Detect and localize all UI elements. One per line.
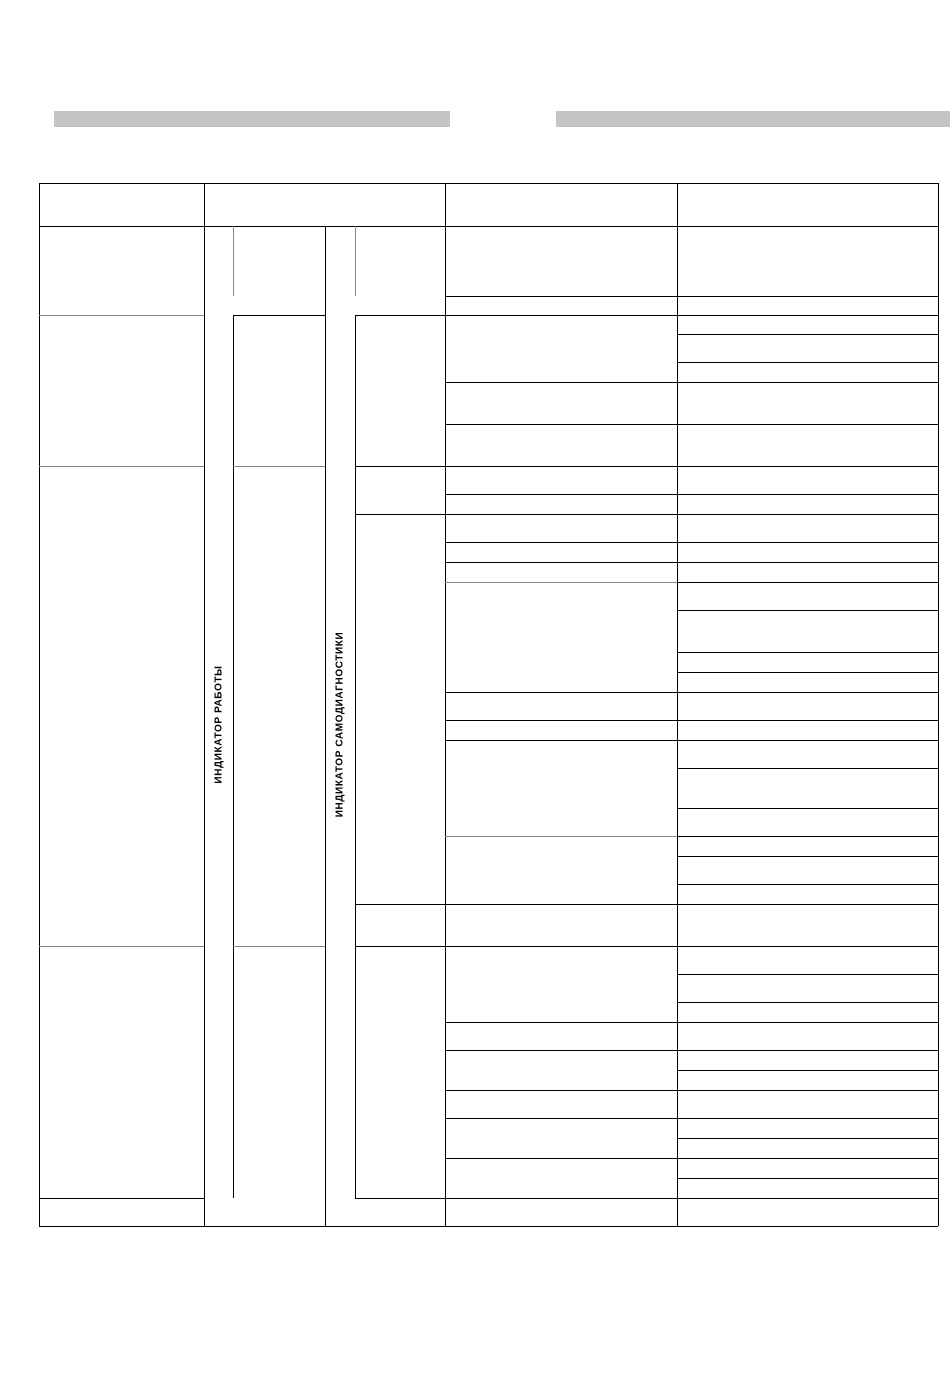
- table-rule: [677, 836, 938, 837]
- table-rule: [677, 296, 938, 297]
- table-rule: [39, 226, 938, 227]
- table-rule: [677, 542, 938, 543]
- table-rule: [445, 183, 446, 1226]
- table-rule: [677, 720, 938, 721]
- table-rule: [677, 1002, 938, 1003]
- table-rule: [445, 836, 677, 837]
- table-rule: [677, 904, 938, 905]
- table-rule: [677, 315, 938, 316]
- table-rule: [355, 904, 445, 905]
- table-rule: [445, 1022, 677, 1023]
- table-rule: [677, 1022, 938, 1023]
- table-rule: [445, 904, 677, 905]
- table-rule: [445, 1158, 677, 1159]
- table-rule: [39, 183, 938, 184]
- table-rule: [677, 884, 938, 885]
- table-rule: [233, 315, 234, 1198]
- table-rule: [445, 315, 677, 316]
- table-rule: [39, 315, 204, 316]
- table-rule: [445, 466, 677, 467]
- table-rule: [677, 1118, 938, 1119]
- table-rule: [677, 424, 938, 425]
- table-rule: [677, 1050, 938, 1051]
- table-rule: [677, 582, 938, 583]
- table-rule: [677, 1178, 938, 1179]
- table-rule: [325, 226, 326, 1226]
- table-rule: [355, 315, 445, 316]
- header-bar-right: [556, 111, 950, 127]
- table-rule: [938, 183, 939, 1226]
- table-rule: [39, 1198, 204, 1199]
- table-rule: [233, 466, 325, 467]
- table-rule: [233, 226, 234, 296]
- table-rule: [355, 1198, 445, 1199]
- table-rule: [39, 183, 40, 1226]
- table-rule: [677, 514, 938, 515]
- indicator-diagnostics-label: ИНДИКАТОР САМОДИАГНОСТИКИ: [334, 631, 346, 818]
- table-rule: [445, 582, 677, 583]
- indicator-work-label: ИНДИКАТОР РАБОТЫ: [213, 665, 225, 784]
- table-rule: [677, 1070, 938, 1071]
- table-rule: [677, 466, 938, 467]
- table-rule: [445, 1198, 677, 1199]
- table-rule: [233, 946, 325, 947]
- table-rule: [677, 1158, 938, 1159]
- table-rule: [445, 1118, 677, 1119]
- table-rule: [677, 1138, 938, 1139]
- table-rule: [677, 362, 938, 363]
- table-rule: [445, 740, 677, 741]
- table-rule: [677, 610, 938, 611]
- table-rule: [445, 1050, 677, 1051]
- table-rule: [445, 946, 677, 947]
- table-rule: [233, 315, 325, 316]
- table-rule: [445, 542, 677, 543]
- table-rule: [355, 315, 356, 1198]
- table-rule: [677, 856, 938, 857]
- table-rule: [39, 1226, 938, 1227]
- table-rule: [445, 514, 677, 515]
- table-rule: [355, 226, 356, 296]
- table-rule: [39, 466, 204, 467]
- table-rule: [445, 424, 677, 425]
- header-bar-left: [54, 111, 450, 127]
- table-rule: [677, 672, 938, 673]
- table-rule: [445, 1090, 677, 1091]
- table-rule: [677, 946, 938, 947]
- table-rule: [677, 494, 938, 495]
- table-rule: [677, 382, 938, 383]
- table-rule: [677, 334, 938, 335]
- table-rule: [445, 720, 677, 721]
- table-rule: [677, 974, 938, 975]
- table-rule: [355, 514, 445, 515]
- table-rule: [677, 562, 938, 563]
- table-rule: [445, 296, 677, 297]
- table-rule: [355, 946, 445, 947]
- table-rule: [677, 1198, 938, 1199]
- table-rule: [677, 1090, 938, 1091]
- table-rule: [204, 183, 205, 1226]
- table-rule: [677, 652, 938, 653]
- table-rule: [445, 382, 677, 383]
- table-rule: [39, 946, 204, 947]
- table-rule: [677, 692, 938, 693]
- table-rule: [355, 466, 445, 467]
- table-rule: [445, 494, 677, 495]
- table-rule: [445, 692, 677, 693]
- table-rule: [677, 740, 938, 741]
- table-rule: [677, 768, 938, 769]
- table-rule: [677, 808, 938, 809]
- table-rule: [445, 562, 677, 563]
